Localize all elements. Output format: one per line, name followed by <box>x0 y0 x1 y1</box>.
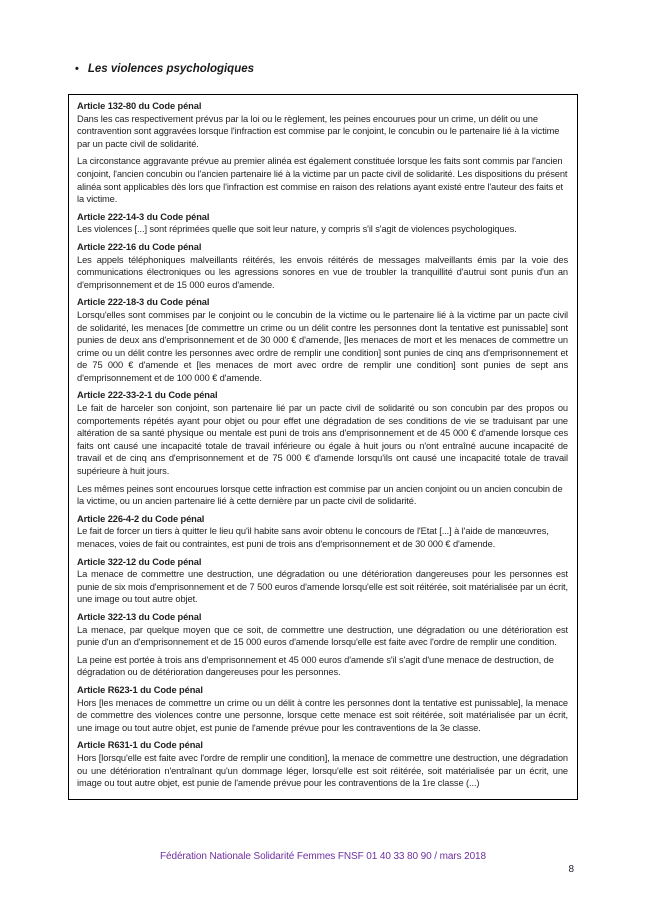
article-title: Article 132-80 du Code pénal <box>77 101 202 111</box>
article-paragraph: La circonstance aggravante prévue au premier alinéa est également constituée lorsque les faits sont commis par l'ancien conjoint, l'ancien concubin ou l'ancien partenaire lié à la victime par un pacte civil de solidarité. Les dispositions du présent alinéa sont applicables dès lors que l'infraction est commise en raison des relations ayant existé entre l'auteur des faits et la victime. <box>77 156 568 205</box>
article-title: Article 222-14-3 du Code pénal <box>77 211 210 222</box>
article-paragraph: Les violences [...] sont réprimées quelle que soit leur nature, y compris s'il s'agit de violences psychologiques. <box>77 224 517 235</box>
article-title: Article 226-4-2 du Code pénal <box>77 513 205 524</box>
page-number: 8 <box>568 864 574 875</box>
article-title: Article 322-12 du Code pénal <box>77 556 202 567</box>
article-paragraph: Lorsqu'elles sont commises par le conjoint ou le concubin de la victime ou le partenaire lié à la victime par un pacte civil de solidarité, les menaces [de commettre un crime ou un délit contre les personnes dont la tentative est punissable] sont punies de deux ans d'emprisonnement et de 30 000 € d'amende, [les menaces de mort et les menaces de commettre un crime ou un délit contre les personnes avec ordre de remplir une condition] sont punies de cinq ans d'emprisonnement et de 75 000 € d'amende et [les menaces de mort avec ordre de remplir une condition] sont punies de sept ans d'emprisonnement et de 100 000 € d'amende. <box>77 309 568 383</box>
article-paragraph: La menace de commettre une destruction, une dégradation ou une détérioration dangereuses pour les personnes est punie de six mois d'emprisonnement et de 7 500 euros d'amende lorsqu'elle est soit réitérée, soit matérialisée par un écrit, une image ou tout autre objet. <box>77 569 568 605</box>
article-section <box>77 684 568 734</box>
article-paragraph: Hors [les menaces de commettre un crime ou un délit à contre les personnes dont la tentative est punissable], la menace de commettre des violences contre une personne, lorsque cette menace est soit réitérée, soit matérialisée par un écrit, une image ou tout autre objet, est punie de l'amende prévue pour les contraventions de la 3e classe. <box>77 697 568 733</box>
article-section <box>77 241 568 291</box>
article-section <box>77 513 568 551</box>
article-section <box>77 389 568 507</box>
section-heading-label: Les violences psychologiques <box>87 63 255 75</box>
document-footer: Fédération Nationale Solidarité Femmes FNSF 01 40 33 80 90 / mars 2018 <box>160 851 486 862</box>
article-section <box>77 611 568 679</box>
legal-articles-box <box>68 94 578 800</box>
article-section <box>77 100 568 206</box>
article-paragraph: Les mêmes peines sont encourues lorsque cette infraction est commise par un ancien conjoint ou un ancien concubin de la victime, ou un ancien partenaire lié à cette dernière par un pacte civil de solidarité. <box>77 483 563 507</box>
article-paragraph: Dans les cas respectivement prévus par la loi ou le règlement, les peines encourues pour un crime, un délit ou une contravention sont aggravées lorsque l'infraction est commise par le conjoint, le concubin ou le partenaire lié à la victime par un pacte civil de solidarité. <box>77 113 560 149</box>
section-heading <box>75 63 254 75</box>
article-title: Article 222-18-3 du Code pénal <box>77 297 210 308</box>
bullet-icon: • <box>75 63 79 75</box>
article-section <box>77 739 568 789</box>
article-paragraph: Les appels téléphoniques malveillants réitérés, les envois réitérés de messages malveillants émis par la voie des communications électroniques ou les agressions sonores en vue de troubler la tranquillité d'autrui sont punis d'un an d'emprisonnement et de 15 000 euros d'amende. <box>77 254 568 290</box>
article-title: Article 222-16 du Code pénal <box>77 241 202 252</box>
article-section <box>77 296 568 384</box>
article-title: Article R631-1 du Code pénal <box>77 740 203 751</box>
article-title: Article 222-33-2-1 du Code pénal <box>77 390 218 401</box>
article-paragraph: La menace, par quelque moyen que ce soit, de commettre une destruction, une dégradation ou une détérioration est punie d'un an d'emprisonnement et de 15 000 euros d'amende lorsqu'elle est faite avec l'ordre de remplir une condition. <box>77 624 568 648</box>
article-paragraph: Hors [lorsqu'elle est faite avec l'ordre de remplir une condition], la menace de commettre une destruction, une dégradation ou une détérioration n'entraînant qu'un dommage léger, lorsqu'elle est soit réitérée, soit matérialisée par un écrit, une image ou tout autre objet, est punie de l'amende prévue pour les contraventions de la 1re classe (...) <box>77 752 568 789</box>
article-paragraph: Le fait de forcer un tiers à quitter le lieu qu'il habite sans avoir obtenu le concours de l'Etat [...] à l'aide de manœuvres, menaces, voies de fait ou contraintes, est puni de trois ans d'emprisonnement et de 30 000 € d'amende. <box>77 526 549 549</box>
article-paragraph: Le fait de harceler son conjoint, son partenaire lié par un pacte civil de solidarité ou son concubin par des propos ou comportements répétés ayant pour objet ou pour effet une dégradation de ses conditions de vie se traduisant par une altération de sa santé physique ou mentale est puni de trois ans d'emprisonnement et de 45 000 € d'amende lorsque ces faits ont causé une incapacité totale de travail inférieure ou égale à huit jours ou n'ont entraîné aucune incapacité de travail et de cinq ans d'emprisonnement et de 75 000 € d'amende lorsqu'ils ont causé une incapacité totale de travail supérieure à huit jours. <box>77 403 568 477</box>
article-section <box>77 556 568 606</box>
article-title: Article 322-13 du Code pénal <box>77 611 202 622</box>
article-section <box>77 211 568 236</box>
article-title: Article R623-1 du Code pénal <box>77 684 203 695</box>
article-paragraph: La peine est portée à trois ans d'emprisonnement et 45 000 euros d'amende s'il s'agit d'une menace de destruction, de dégradation ou de détérioration dangereuses pour les personnes. <box>77 654 554 678</box>
